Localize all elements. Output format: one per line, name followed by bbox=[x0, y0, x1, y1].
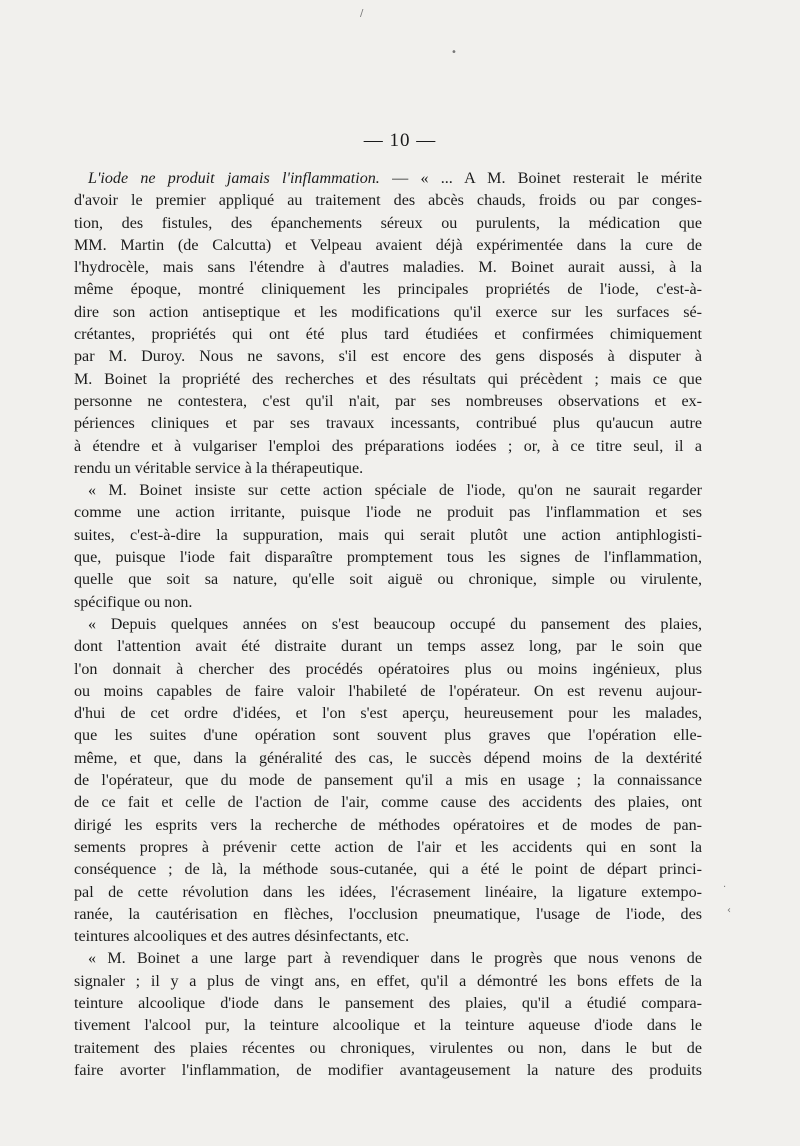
line-text: teinture alcoolique d'iode dans le pansement des plaies, qu'il a étudié compara- bbox=[74, 994, 702, 1012]
line-text: que, puisque l'iode fait disparaître promptement tous les signes de l'inflammation, bbox=[74, 549, 702, 567]
line-text: tivement l'alcool pur, la teinture alcoolique et la teinture aqueuse d'iode dans le bbox=[74, 1017, 702, 1035]
text-line bbox=[74, 302, 702, 324]
line-text: « M. Boinet insiste sur cette action spéciale de l'iode, qu'on ne saurait regarder bbox=[88, 482, 702, 500]
text-line bbox=[74, 592, 702, 614]
text-line bbox=[74, 235, 702, 257]
text-line bbox=[74, 458, 702, 480]
text-line bbox=[74, 190, 702, 212]
line-text: ranée, la cautérisation en flèches, l'occlusion pneumatique, l'usage de l'iode, des bbox=[74, 905, 702, 923]
line-text: de ce fait et celle de l'action de l'air, comme cause des accidents des plaies, ont bbox=[74, 794, 702, 812]
line-text: teintures alcooliques et des autres désinfectants, etc. bbox=[74, 928, 410, 946]
text-line bbox=[74, 659, 702, 681]
text-line bbox=[74, 1038, 702, 1060]
line-text: même époque, montré cliniquement les principales propriétés de l'iode, c'est-à- bbox=[74, 281, 702, 299]
text-line bbox=[74, 904, 702, 926]
text-line bbox=[74, 480, 702, 502]
line-text: M. Boinet la propriété des recherches et des résultats qui précèdent ; mais ce que bbox=[74, 370, 702, 388]
text-line bbox=[74, 257, 702, 279]
text-line bbox=[74, 770, 702, 792]
line-text: MM. Martin (de Calcutta) et Velpeau avaient déjà expérimentée dans la cure de bbox=[74, 236, 702, 254]
text-line bbox=[74, 948, 702, 970]
line-text: tion, des fistules, des épanchements séreux ou purulents, la médication que bbox=[74, 214, 702, 232]
line-text: à étendre et à vulgariser l'emploi des préparations iodées ; or, à ce titre seul, il a bbox=[74, 437, 702, 455]
line-text: conséquence ; de là, la méthode sous-cutanée, qui a été le point de départ princi- bbox=[74, 861, 702, 879]
speck-mark: • bbox=[451, 47, 457, 58]
text-line bbox=[74, 168, 702, 190]
text-line bbox=[74, 525, 702, 547]
page-number: — 10 — bbox=[363, 130, 437, 151]
text-line bbox=[74, 681, 702, 703]
text-line bbox=[74, 859, 702, 881]
line-text: « Depuis quelques années on s'est beaucoup occupé du pansement des plaies, bbox=[88, 615, 702, 633]
text-line bbox=[74, 614, 702, 636]
text-line bbox=[74, 725, 702, 747]
line-text: pal de cette révolution dans les idées, l'écrasement linéaire, la ligature extempo- bbox=[74, 883, 702, 901]
line-text: par M. Duroy. Nous ne savons, s'il est encore des gens disposés à disputer à bbox=[74, 348, 702, 366]
text-line bbox=[74, 569, 702, 591]
text-line bbox=[74, 748, 702, 770]
line-text: ou moins capables de faire valoir l'habileté de l'opérateur. On est revenu aujour- bbox=[74, 682, 702, 700]
text-line bbox=[74, 502, 702, 524]
line-text: crétantes, propriétés qui ont été plus tard étudiées et confirmées chimiquement bbox=[74, 326, 702, 344]
line-text: comme une action irritante, puisque l'iode ne produit pas l'inflammation et ses bbox=[74, 504, 702, 522]
text-line bbox=[74, 636, 702, 658]
text-line bbox=[74, 882, 702, 904]
line-text: périences cliniques et par ses travaux incessants, contribué plus qu'aucun autre bbox=[74, 415, 702, 433]
section-heading: L'iode ne produit jamais l'inflammation. bbox=[88, 170, 380, 187]
text-line bbox=[74, 213, 702, 235]
text-line bbox=[74, 703, 702, 725]
line-text: spécifique ou non. bbox=[74, 593, 193, 611]
speck-mark: / bbox=[360, 8, 364, 19]
text-line bbox=[74, 324, 702, 346]
line-text: quelle que soit sa nature, qu'elle soit aiguë ou chronique, simple ou virulente, bbox=[74, 571, 702, 589]
text-line bbox=[74, 993, 702, 1015]
text-line bbox=[74, 1060, 702, 1082]
line-text: personne ne contestera, c'est qu'il n'ait, par ses nombreuses observations et ex- bbox=[74, 392, 702, 410]
speck-mark: · bbox=[723, 882, 727, 893]
line-text: l'on donnait à chercher des procédés opératoires plus ou moins ingénieux, plus bbox=[74, 660, 702, 678]
line-text: suites, c'est-à-dire la suppuration, mais qui serait plutôt une action antiphlogisti- bbox=[74, 526, 702, 544]
speck-mark: ‹ bbox=[727, 905, 731, 916]
text-line bbox=[74, 547, 702, 569]
text-line bbox=[74, 1015, 702, 1037]
text-line bbox=[74, 815, 702, 837]
line-text: d'avoir le premier appliqué au traitement des abcès chauds, froids ou par conges- bbox=[74, 192, 702, 210]
line-text: même, et que, dans la généralité des cas, le succès dépend moins de la dextérité bbox=[74, 749, 702, 767]
text-line bbox=[74, 413, 702, 435]
text-line bbox=[74, 792, 702, 814]
line-text: que les suites d'une opération sont souvent plus graves que l'opération elle- bbox=[74, 727, 702, 745]
text-line bbox=[74, 436, 702, 458]
line-text: faire avorter l'inflammation, de modifier avantageusement la nature des produits bbox=[74, 1061, 702, 1079]
line-text: de l'opérateur, que du mode de pansement qu'il a mis en usage ; la connaissance bbox=[74, 772, 702, 790]
line-text: — « ... A M. Boinet resterait le mérite bbox=[379, 170, 703, 187]
line-text: signaler ; il y a plus de vingt ans, en effet, qu'il a démontré les bons effets de la bbox=[74, 972, 702, 990]
text-line bbox=[74, 391, 702, 413]
line-text: l'hydrocèle, mais sans l'étendre à d'autres maladies. M. Boinet aurait aussi, à la bbox=[74, 259, 702, 277]
text-line bbox=[74, 926, 702, 948]
line-text: « M. Boinet a une large part à revendiquer dans le progrès que nous venons de bbox=[88, 950, 702, 968]
text-line bbox=[74, 971, 702, 993]
line-text: rendu un véritable service à la thérapeutique. bbox=[74, 459, 364, 477]
line-text: d'hui de cet ordre d'idées, et l'on s'est aperçu, heureusement pour les malades, bbox=[74, 705, 702, 723]
text-line bbox=[74, 837, 702, 859]
body-text bbox=[74, 168, 702, 1082]
text-line bbox=[74, 279, 702, 301]
text-line bbox=[74, 369, 702, 391]
line-text: dirigé les esprits vers la recherche de méthodes opératoires et de modes de pan- bbox=[74, 816, 702, 834]
line-text: traitement des plaies récentes ou chroniques, virulentes ou non, dans le but de bbox=[74, 1039, 702, 1057]
text-line bbox=[74, 346, 702, 368]
line-text: dont l'attention avait été distraite durant un temps assez long, par le soin que bbox=[74, 638, 702, 656]
line-text: dire son action antiseptique et les modifications qu'il exerce sur les surfaces sé- bbox=[74, 303, 702, 321]
line-text: sements propres à prévenir cette action de l'air et les accidents qui en sont la bbox=[74, 838, 702, 856]
